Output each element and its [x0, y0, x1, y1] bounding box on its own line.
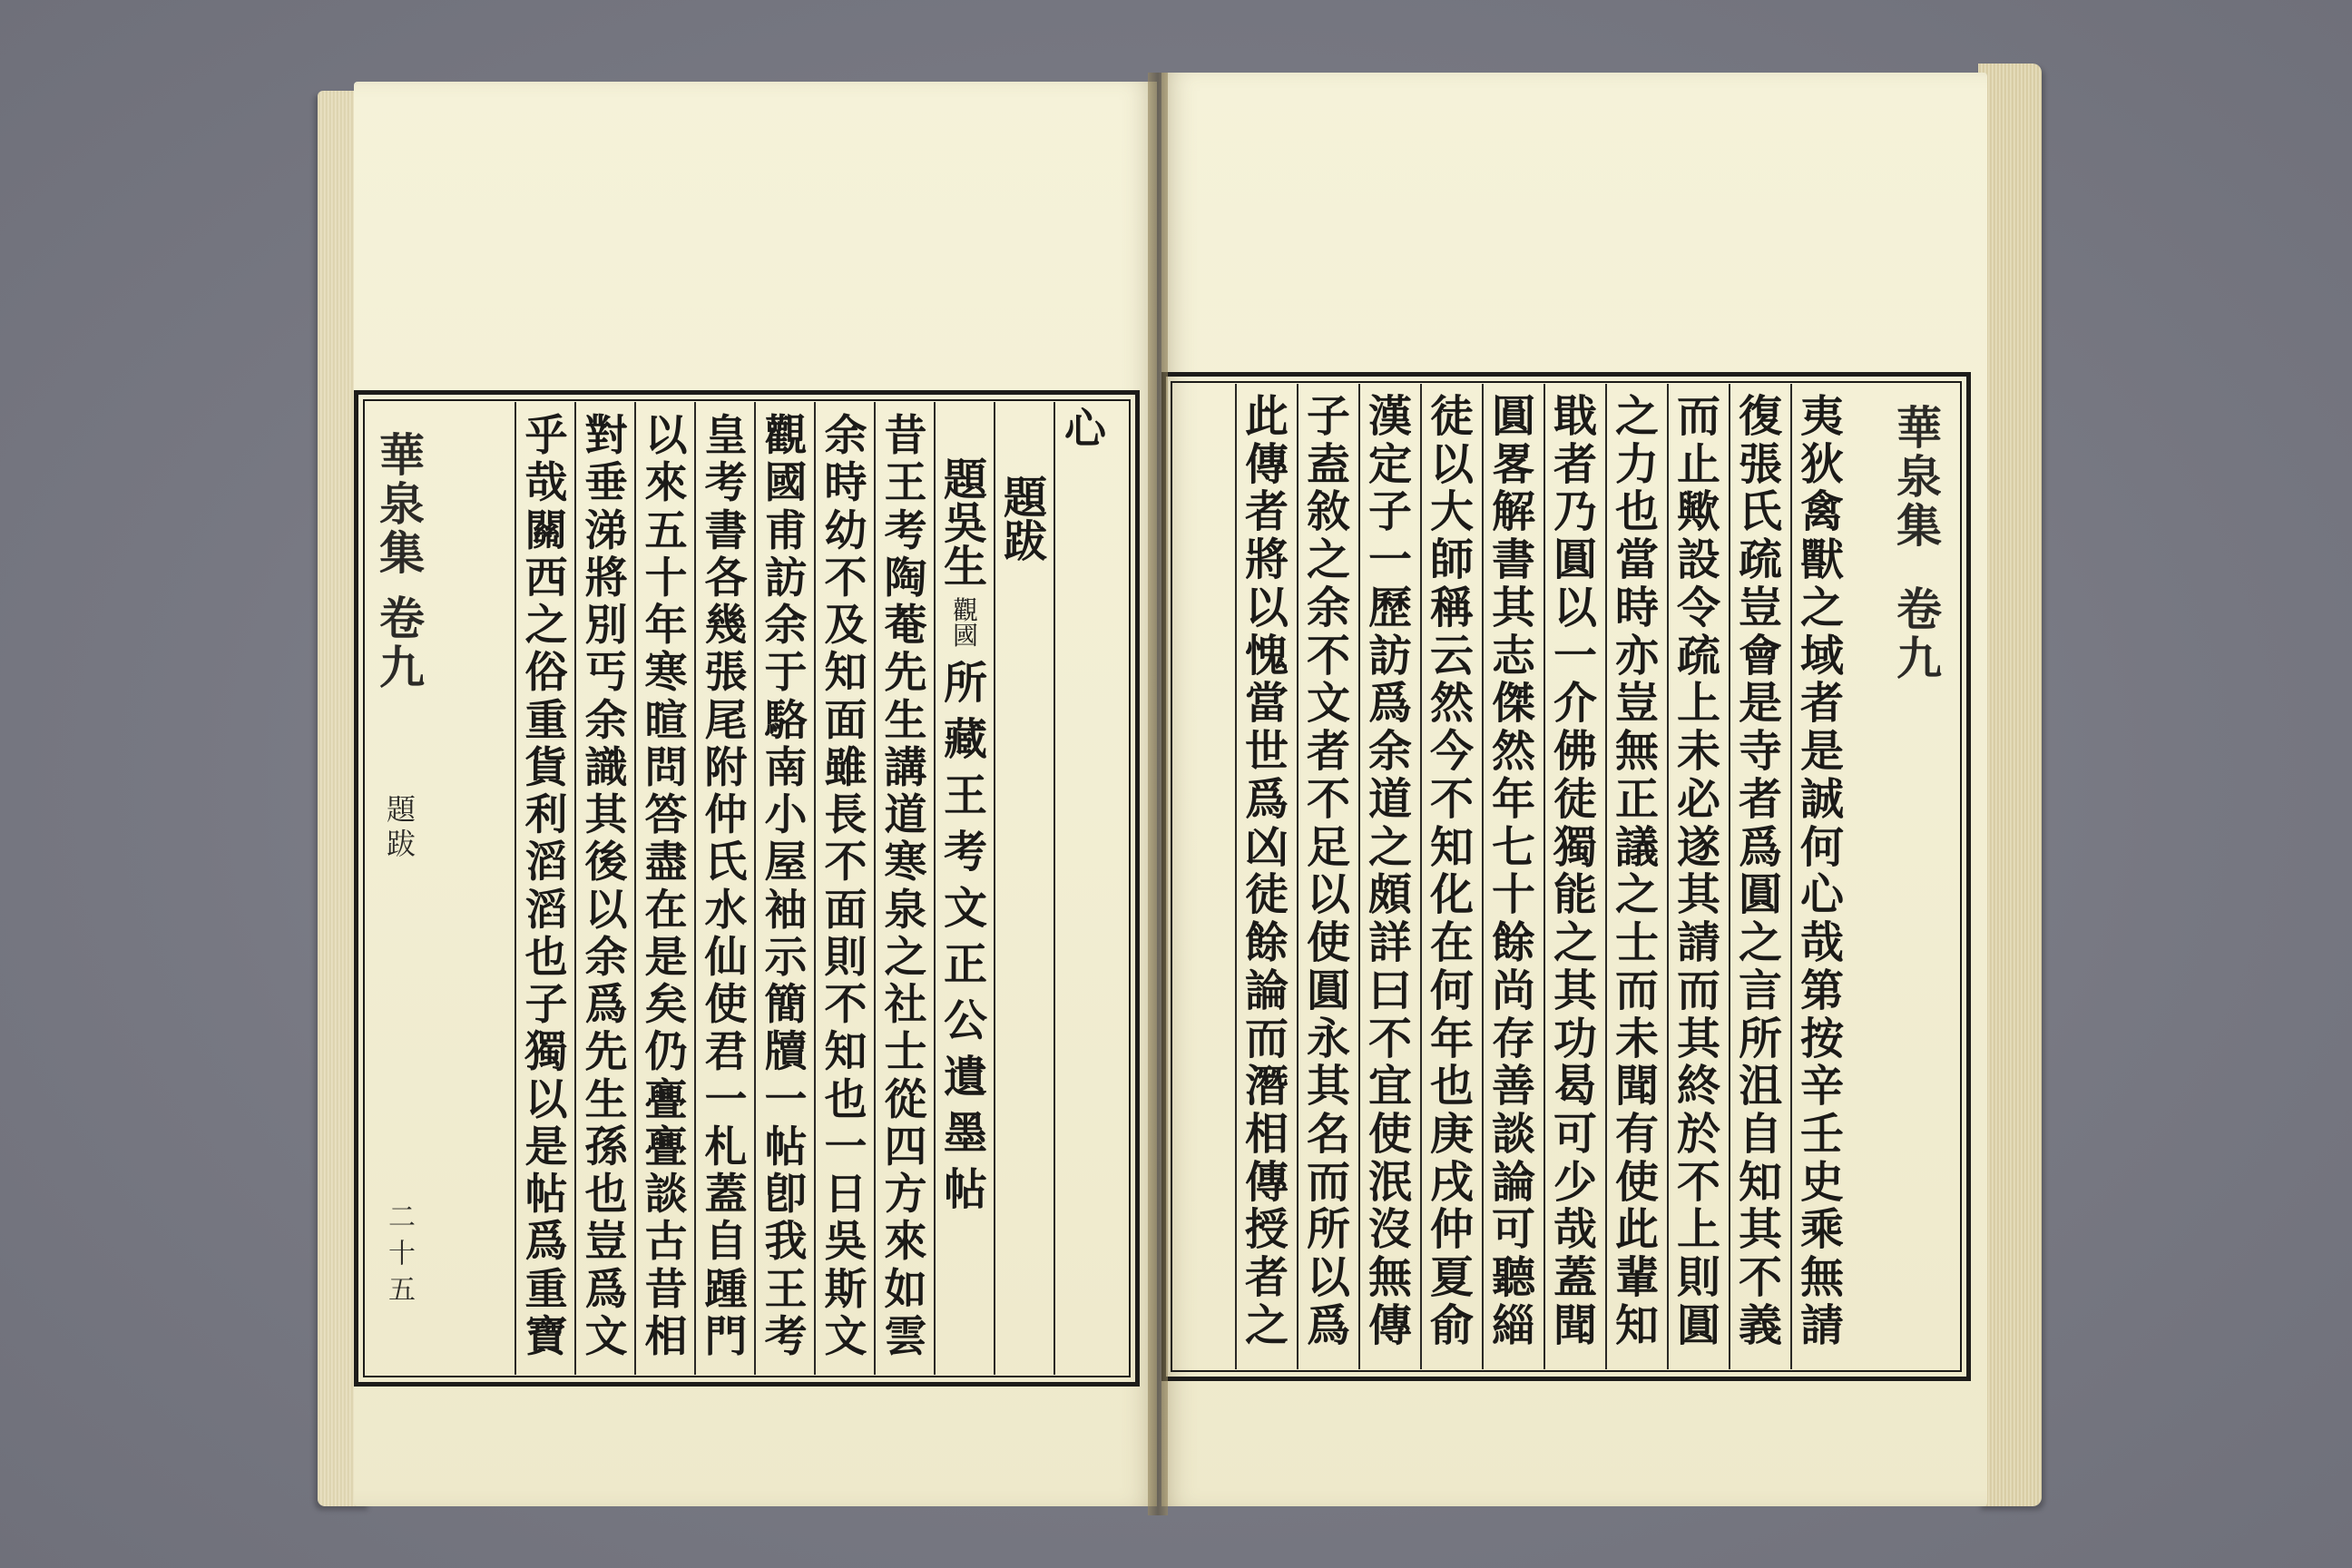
- right-col-9: 此 傳 者 將 以 愧 當 世 爲 凶 徒 餘 論 而 潛 相 傳 授 者 之: [1244, 391, 1289, 1351]
- right-page: [1161, 73, 1987, 1506]
- right-spine-header: 華泉集: [1889, 404, 1943, 551]
- left-page-number: 二十五: [383, 1202, 415, 1311]
- left-col-4: 余 時 幼 不 及 知 面 雖 長 不 面 則 不 知 也 一 日 吳 斯 文: [824, 411, 867, 1362]
- right-page-edges: [1978, 64, 2042, 1506]
- right-col-0: 夷 狄 禽 獸 之 域 者 是 誠 何 心 哉 第 按 辛 壬 史 乘 無 請: [1799, 391, 1844, 1351]
- right-col-4: 戢 者 乃 圓 以 一 介 佛 徒 獨 能 之 其 功 曷 可 少 哉 蓋 聞: [1553, 391, 1597, 1351]
- left-col-5: 觀 國 甫 訪 余 于 駱 南 小 屋 袖 示 簡 牘 一 帖 卽 我 王 考: [764, 411, 808, 1362]
- left-page: [354, 82, 1157, 1506]
- right-col-6: 徒 以 大 師 稱 云 然 今 不 知 化 在 何 年 也 庚 戌 仲 夏 俞: [1429, 391, 1474, 1351]
- left-col-3: 昔 王 考 陶 菴 先 生 講 道 寒 泉 之 社 士 從 四 方 來 如 雲: [884, 411, 927, 1362]
- left-title-rest: 所 藏 王 考 文 正 公 遺 墨 帖: [943, 658, 987, 1215]
- left-col-9: 乎 哉 關 西 之 俗 重 貨 利 滔 滔 也 子 獨 以 是 帖 爲 重 寶: [524, 411, 568, 1362]
- left-heading-tiba: 題 跋: [1003, 473, 1047, 567]
- right-text-frame: [1161, 372, 1971, 1381]
- left-text-frame: [354, 390, 1140, 1387]
- open-book: [318, 54, 2042, 1534]
- left-volume-label: 卷九: [372, 594, 426, 692]
- left-spine-header: 華泉集: [372, 431, 426, 578]
- left-col-7: 以 來 五 十 年 寒 暄 問 答 盡 在 是 矣 仍 亹 亹 談 古 昔 相: [644, 411, 688, 1362]
- left-col-8: 對 垂 涕 將 別 丐 余 識 其 後 以 余 爲 先 生 孫 也 豈 爲 文: [584, 411, 628, 1362]
- right-col-7: 漢 定 子 一 歷 訪 爲 余 道 之 頗 詳 曰 不 宜 使 泯 沒 無 傳: [1367, 391, 1412, 1351]
- left-title-col: 題 吳 生 觀 國 所 藏 王 考 文 正 公 遺 墨 帖: [943, 455, 987, 1215]
- right-col-8: 子 盍 敘 之 余 不 文 者 不 足 以 使 圓 永 其 名 而 所 以 爲: [1306, 391, 1350, 1351]
- left-title-note: 觀 國: [952, 595, 978, 651]
- left-section-label: 題跋: [382, 794, 416, 863]
- right-col-1: 復 張 氏 疏 豈 會 是 寺 者 爲 圓 之 言 所 沮 自 知 其 不 義: [1738, 391, 1782, 1351]
- right-volume-label: 卷九: [1889, 585, 1943, 683]
- right-col-3: 之 力 也 當 時 亦 豈 無 正 議 之 士 而 未 聞 有 使 此 輩 知: [1614, 391, 1659, 1351]
- left-col-6: 皇 考 書 各 幾 張 尾 附 仲 氏 水 仙 使 君 一 札 蓋 自 踵 門: [704, 411, 748, 1362]
- left-col-0: 心: [1064, 404, 1106, 453]
- right-col-5: 圓 畧 解 書 其 志 傑 然 年 七 十 餘 尚 存 善 談 論 可 聽 緇: [1491, 391, 1535, 1351]
- right-col-2: 而 止 歟 設 令 疏 上 未 必 遂 其 請 而 其 終 於 不 上 則 圓: [1676, 391, 1720, 1351]
- book-gutter: [1148, 73, 1168, 1515]
